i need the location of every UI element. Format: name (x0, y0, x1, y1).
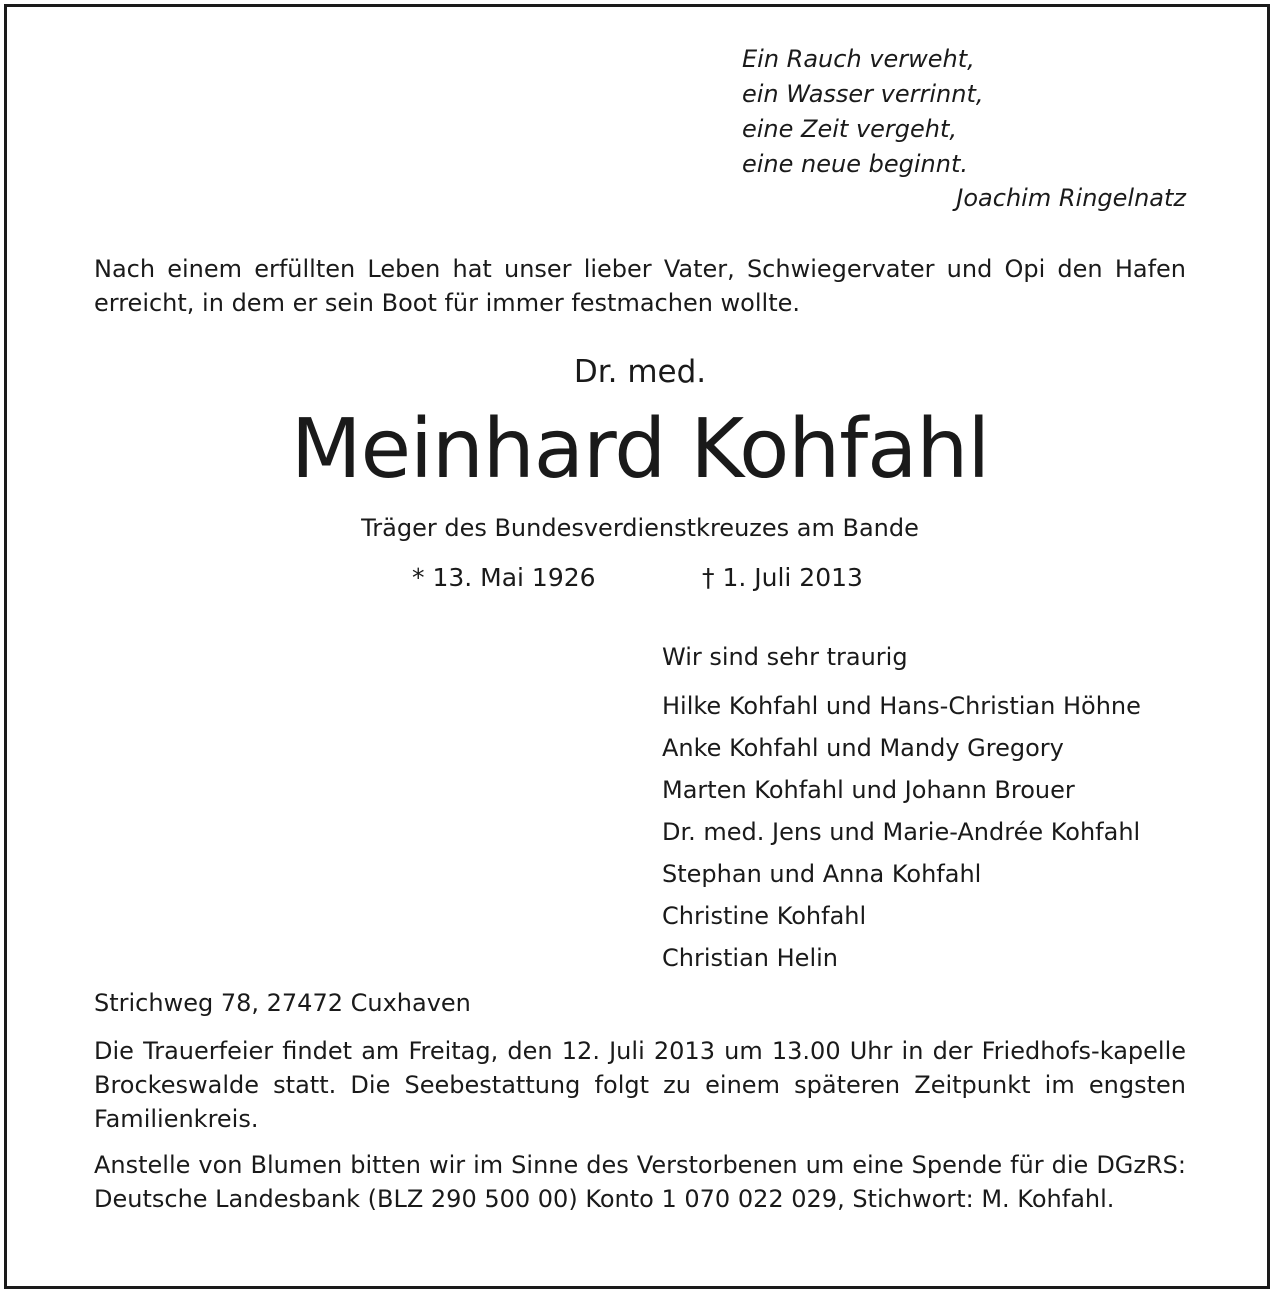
mourner-name: Stephan und Anna Kohfahl (662, 860, 982, 888)
poem (742, 42, 1186, 216)
mourner-name: Christian Helin (662, 944, 838, 972)
poem-line: eine Zeit vergeht, (742, 115, 958, 143)
mourner-name: Dr. med. Jens und Marie-Andrée Kohfahl (662, 818, 1141, 846)
birth-date: * 13. Mai 1926 (412, 563, 596, 592)
poem-line: eine neue beginnt. (742, 150, 968, 178)
poem-line: Ein Rauch verweht, (742, 45, 975, 73)
mourner-name: Hilke Kohfahl und Hans-Christian Höhne (662, 692, 1141, 720)
family-address: Strichweg 78, 27472 Cuxhaven (94, 989, 471, 1017)
mourner-name: Marten Kohfahl und Johann Brouer (662, 776, 1075, 804)
poem-line: ein Wasser verrinnt, (742, 80, 984, 108)
deceased-name: Meinhard Kohfahl (290, 402, 990, 497)
intro-text: Nach einem erfüllten Leben hat unser lieber Vater, Schwiegervater und Opi den Hafen erreicht, in dem er sein Boot für immer festmachen wollte. (94, 255, 1186, 317)
deceased-title: Dr. med. (573, 354, 707, 390)
deceased-honor: Träger des Bundesverdienstkreuzes am Bande (361, 514, 919, 542)
mourner-name: Christine Kohfahl (662, 902, 867, 930)
poem-author: Joachim Ringelnatz (956, 184, 1186, 212)
donation-notice: Anstelle von Blumen bitten wir im Sinne des Verstorbenen um eine Spende für die DGzRS: Deutsche Landesbank (BLZ 290 500 00) Konto 1 070 022 029, Stichwort: M. Kohfahl. (94, 1151, 1186, 1213)
funeral-notice: Die Trauerfeier findet am Freitag, den 12. Juli 2013 um 13.00 Uhr in der Friedhofs-kapelle Brockeswalde statt. Die Seebestattung folgt zu einem späteren Zeitpunkt im engsten Familienkreis. (94, 1037, 1186, 1133)
mourner-name: Anke Kohfahl und Mandy Gregory (662, 734, 1064, 762)
mourners-block (662, 638, 1186, 979)
death-date: † 1. Juli 2013 (702, 563, 863, 592)
mourners-lead: Wir sind sehr traurig (662, 643, 908, 671)
